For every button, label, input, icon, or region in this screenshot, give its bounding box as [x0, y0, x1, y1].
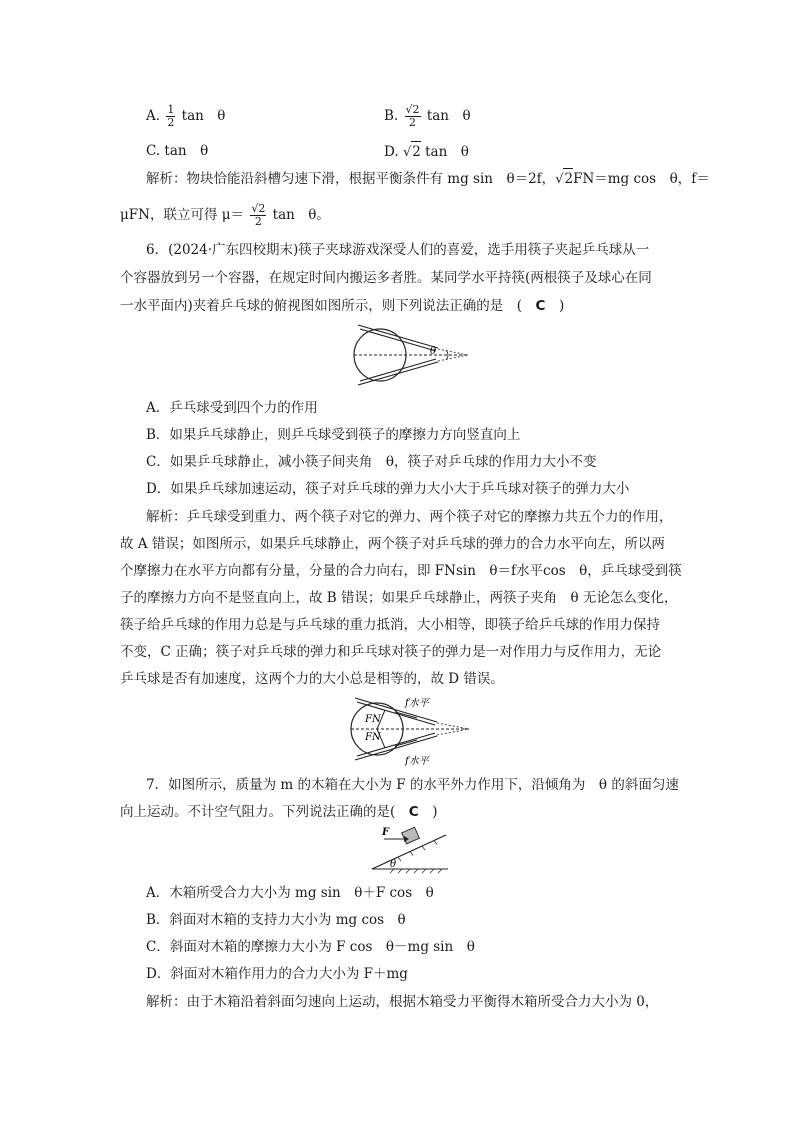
q6-solution-line-1: 解析：乒乓球受到重力、两个筷子对它的弹力、两个筷子对它的摩擦力共五个力的作用，: [146, 509, 673, 525]
q6-solution-line-6: 不变，C 正确；筷子对乒乓球的弹力和乒乓球对筷子的弹力是一对作用力与反作用力，无论: [120, 644, 662, 660]
q6-option-a: A．乒乓球受到四个力的作用: [146, 400, 318, 416]
stem-text: ): [545, 298, 565, 314]
option-text: tan θ: [425, 144, 469, 160]
option-label: B.: [384, 108, 399, 124]
q7-stem-line-1: 7．如图所示，质量为 m 的木箱在大小为 F 的水平外力作用下，沿倾角为 θ 的斜面匀速: [146, 777, 679, 793]
extension-dashed-lower: [437, 729, 469, 735]
q6-option-c: C．如果乒乓球静止，减小筷子间夹角 θ，筷子对乒乓球的作用力大小不变: [146, 454, 597, 470]
chopstick-lower-inner: [360, 359, 436, 381]
q5-option-a: [146, 104, 225, 129]
friction-label-upper: f水平: [405, 698, 429, 709]
q6-figure-force-diagram: [345, 692, 480, 767]
q6-stem-line-3: [120, 296, 564, 316]
chopstick-upper-outer: [358, 325, 438, 348]
q5-option-c: C. tan θ: [146, 143, 209, 159]
fraction: $\frac{1}{2}$: [167, 103, 175, 129]
q5-solution-line-1: [146, 168, 710, 190]
stem-text: ): [418, 804, 438, 820]
normal-force-label-lower: FN: [365, 732, 381, 743]
solution-text: FN＝mg cos θ，f＝: [573, 171, 710, 187]
sqrt-symbol: √: [555, 172, 564, 187]
q7-option-c: C．斜面对木箱的摩擦力大小为 F cos θ－mg sin θ: [146, 939, 475, 955]
option-label: D.: [384, 144, 399, 160]
q6-solution-line-4: 子的摩擦力方向不是竖直向上，故 B 错误；如果乒乓球静止，两筷子夹角 θ 无论怎么变化，: [120, 590, 678, 606]
q7-option-d: D．斜面对木箱作用力的合力大小为 F＋mg: [146, 966, 408, 982]
chopstick-upper-inner: [360, 329, 436, 351]
q6-solution-line-2: 故 A 错误；如图所示，如果乒乓球静止，两个筷子对乒乓球的弹力的合力水平向左，所以两: [120, 536, 665, 552]
q7-stem-line-2: [120, 802, 437, 822]
q5-option-b: [384, 104, 471, 129]
q6-stem-line-1: 6．(2024·广东四校期末)筷子夹球游戏深受人们的喜爱，选手用筷子夹起乒乓球从一: [146, 242, 650, 258]
stem-text: 一水平面内)夹着乒乓球的俯视图如图所示，则下列说法正确的是 (: [120, 298, 536, 314]
q7-option-a: A．木箱所受合力大小为 mg sin θ＋F cos θ: [146, 885, 434, 901]
q6-option-b: B．如果乒乓球静止，则乒乓球受到筷子的摩擦力方向竖直向上: [146, 427, 521, 443]
answer-mark: C: [535, 298, 546, 314]
extension-dashed-lower: [438, 355, 468, 361]
friction-label-lower: f水平: [405, 756, 429, 767]
normal-force-label-upper: FN: [365, 714, 381, 725]
extension-dashed-upper: [437, 723, 469, 729]
theta-label: θ: [390, 859, 397, 870]
solution-text: μFN，联立可得 μ＝: [120, 207, 245, 223]
q6-solution-line-7: 乒乓球是否有加速度，这两个力的大小总是相等的，故 D 错误。: [120, 671, 504, 687]
fraction: $\frac{√2}{2}$: [405, 103, 420, 129]
solution-text: tan θ。: [272, 207, 330, 223]
fraction: $\frac{√2}{2}$: [251, 202, 266, 228]
sqrt-radicand: 2: [563, 168, 573, 189]
q6-stem-line-2: 个容器放到另一个容器，在规定时间内搬运多者胜。某同学水平持筷(两根筷子及球心在同: [120, 270, 652, 286]
incline-hatching: [398, 841, 437, 862]
chopstick-lower-outer: [358, 362, 438, 385]
q7-solution-line-1: 解析：由于木箱沿着斜面匀速向上运动，根据木箱受力平衡得木箱所受合力大小为 0，: [146, 994, 659, 1010]
extension-dashed-upper: [438, 349, 468, 355]
option-text: tan θ: [426, 108, 471, 124]
stem-text: 向上运动。不计空气阻力。下列说法正确的是(: [120, 804, 409, 820]
q6-solution-line-3: 个摩擦力在水平方向都有分量，分量的合力向右，即 FNsin θ＝f水平cos θ，乒乓球受到筷: [120, 563, 682, 579]
theta-label: θ: [430, 346, 437, 357]
option-text: tan θ: [181, 108, 226, 124]
ground-hatching: [390, 869, 442, 873]
answer-mark: C: [408, 804, 419, 820]
q7-figure-incline: [368, 825, 450, 875]
q5-solution-line-2: [120, 203, 330, 228]
q6-solution-line-5: 筷子给乒乓球的作用力总是与乒乓球的重力抵消，大小相等，即筷子给乒乓球的作用力保持: [120, 617, 660, 633]
q6-figure-chopsticks: [350, 320, 475, 390]
sqrt-radicand: 2: [411, 141, 421, 162]
force-label: F: [382, 827, 390, 838]
q6-option-d: D．如果乒乓球加速运动，筷子对乒乓球的弹力大小大于乒乓球对筷子的弹力大小: [146, 481, 630, 497]
q7-option-b: B．斜面对木箱的支持力大小为 mg cos θ: [146, 912, 406, 928]
sqrt-symbol: √: [402, 145, 412, 160]
solution-text: 解析：物块恰能沿斜槽匀速下滑，根据平衡条件有 mg sin θ＝2f，: [146, 171, 556, 187]
option-label: A.: [146, 108, 161, 124]
q5-option-d: [384, 141, 469, 163]
